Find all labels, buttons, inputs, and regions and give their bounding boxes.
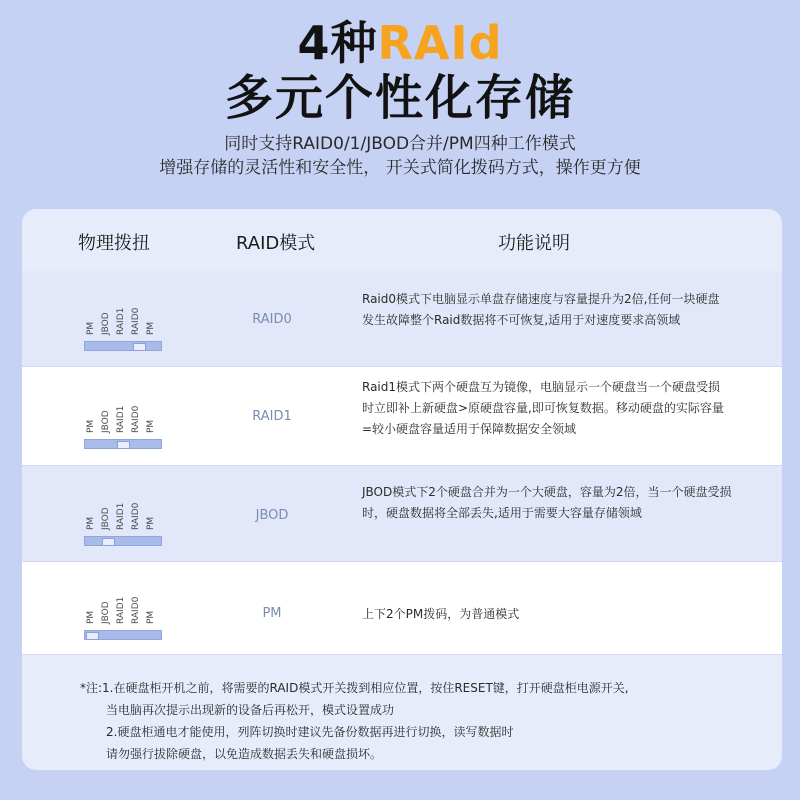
switch-label: PM xyxy=(146,516,156,530)
page-title-line1 xyxy=(0,14,800,72)
switch-track xyxy=(84,536,162,546)
switch-label: PM xyxy=(146,321,156,335)
switch-label: JBOD xyxy=(101,507,111,530)
table-header xyxy=(22,209,782,271)
switch-label: RAID0 xyxy=(131,596,141,624)
note-line: 请勿强行拔除硬盘，以免造成数据丢失和硬盘损坏。 xyxy=(106,747,383,761)
desc-line: 发生故障整个Raid数据将不可恢复,适用于对速度要求高领域 xyxy=(362,313,681,327)
mode-description xyxy=(362,482,772,524)
title-prefix: 4种 xyxy=(297,16,378,70)
table-row-jbod xyxy=(22,466,782,562)
switch-label: PM xyxy=(146,419,156,433)
desc-line: JBOD模式下2个硬盘合并为一个大硬盘，容量为2倍，当一个硬盘受损 xyxy=(362,485,732,499)
subtitle-line1: 同时支持RAID0/1/JBOD合并/PM四种工作模式 xyxy=(224,134,576,154)
raid-mode-label: JBOD xyxy=(255,508,289,523)
switch-knob xyxy=(102,538,115,546)
switch-label: RAID0 xyxy=(131,502,141,530)
switch-label: JBOD xyxy=(101,312,111,335)
mode-description xyxy=(362,289,772,331)
dip-switch xyxy=(84,490,164,550)
switch-label: PM xyxy=(86,419,96,433)
desc-line: =较小硬盘容量适用于保障数据安全领域 xyxy=(362,422,577,436)
header-physical-switch: 物理拨扭 xyxy=(78,233,150,254)
dip-switch xyxy=(84,393,164,453)
table-row-pm xyxy=(22,562,782,655)
desc-line: 时立即补上新硬盘>原硬盘容量,即可恢复数据。移动硬盘的实际容量 xyxy=(362,401,724,415)
header-function: 功能说明 xyxy=(498,233,570,254)
switch-label: JBOD xyxy=(101,410,111,433)
switch-label: RAID1 xyxy=(116,502,126,530)
table-row-raid1 xyxy=(22,367,782,466)
table-row-raid0 xyxy=(22,271,782,367)
switch-knob xyxy=(86,632,99,640)
dip-switch xyxy=(84,584,164,644)
note-line: 2.硬盘柜通电才能使用，列阵切换时建议先备份数据再进行切换，读写数据时 xyxy=(106,725,514,739)
switch-label: JBOD xyxy=(101,601,111,624)
switch-label: RAID1 xyxy=(116,596,126,624)
switch-label: PM xyxy=(86,516,96,530)
switch-label: PM xyxy=(86,321,96,335)
switch-track xyxy=(84,341,162,351)
note-line: 当电脑再次提示出现新的设备后再松开，模式设置成功 xyxy=(106,703,395,717)
raid-mode-label: RAID1 xyxy=(252,409,292,424)
note-line: *注:1.在硬盘柜开机之前，将需要的RAID模式开关拨到相应位置，按住RESET键，打开硬盘柜电源开关, xyxy=(80,681,629,695)
page-title-line2: 多元个性化存储 xyxy=(224,70,575,126)
raid-mode-label: RAID0 xyxy=(252,312,292,327)
dip-switch xyxy=(84,295,164,355)
switch-label: PM xyxy=(86,610,96,624)
mode-description xyxy=(362,377,772,440)
note-section xyxy=(80,677,760,765)
switch-track xyxy=(84,630,162,640)
switch-label: RAID0 xyxy=(131,307,141,335)
switch-knob xyxy=(117,441,130,449)
title-accent: RAId xyxy=(377,16,503,70)
desc-line: 时，硬盘数据将全部丢失,适用于需要大容量存储领域 xyxy=(362,506,642,520)
raid-mode-label: PM xyxy=(262,606,282,621)
raid-mode-table xyxy=(22,209,782,770)
subtitle-line2: 增强存储的灵活性和安全性， 开关式简化拨码方式，操作更方便 xyxy=(159,158,641,178)
switch-label: RAID1 xyxy=(116,307,126,335)
switch-track xyxy=(84,439,162,449)
switch-label: PM xyxy=(146,610,156,624)
switch-knob xyxy=(133,343,146,351)
desc-line: Raid0模式下电脑显示单盘存储速度与容量提升为2倍,任何一块硬盘 xyxy=(362,292,720,306)
desc-line: 上下2个PM拨码，为普通模式 xyxy=(362,607,520,621)
switch-label: RAID0 xyxy=(131,405,141,433)
mode-description xyxy=(362,604,772,625)
switch-label: RAID1 xyxy=(116,405,126,433)
desc-line: Raid1模式下两个硬盘互为镜像，电脑显示一个硬盘当一个硬盘受损 xyxy=(362,380,721,394)
header-raid-mode: RAID模式 xyxy=(236,233,316,254)
